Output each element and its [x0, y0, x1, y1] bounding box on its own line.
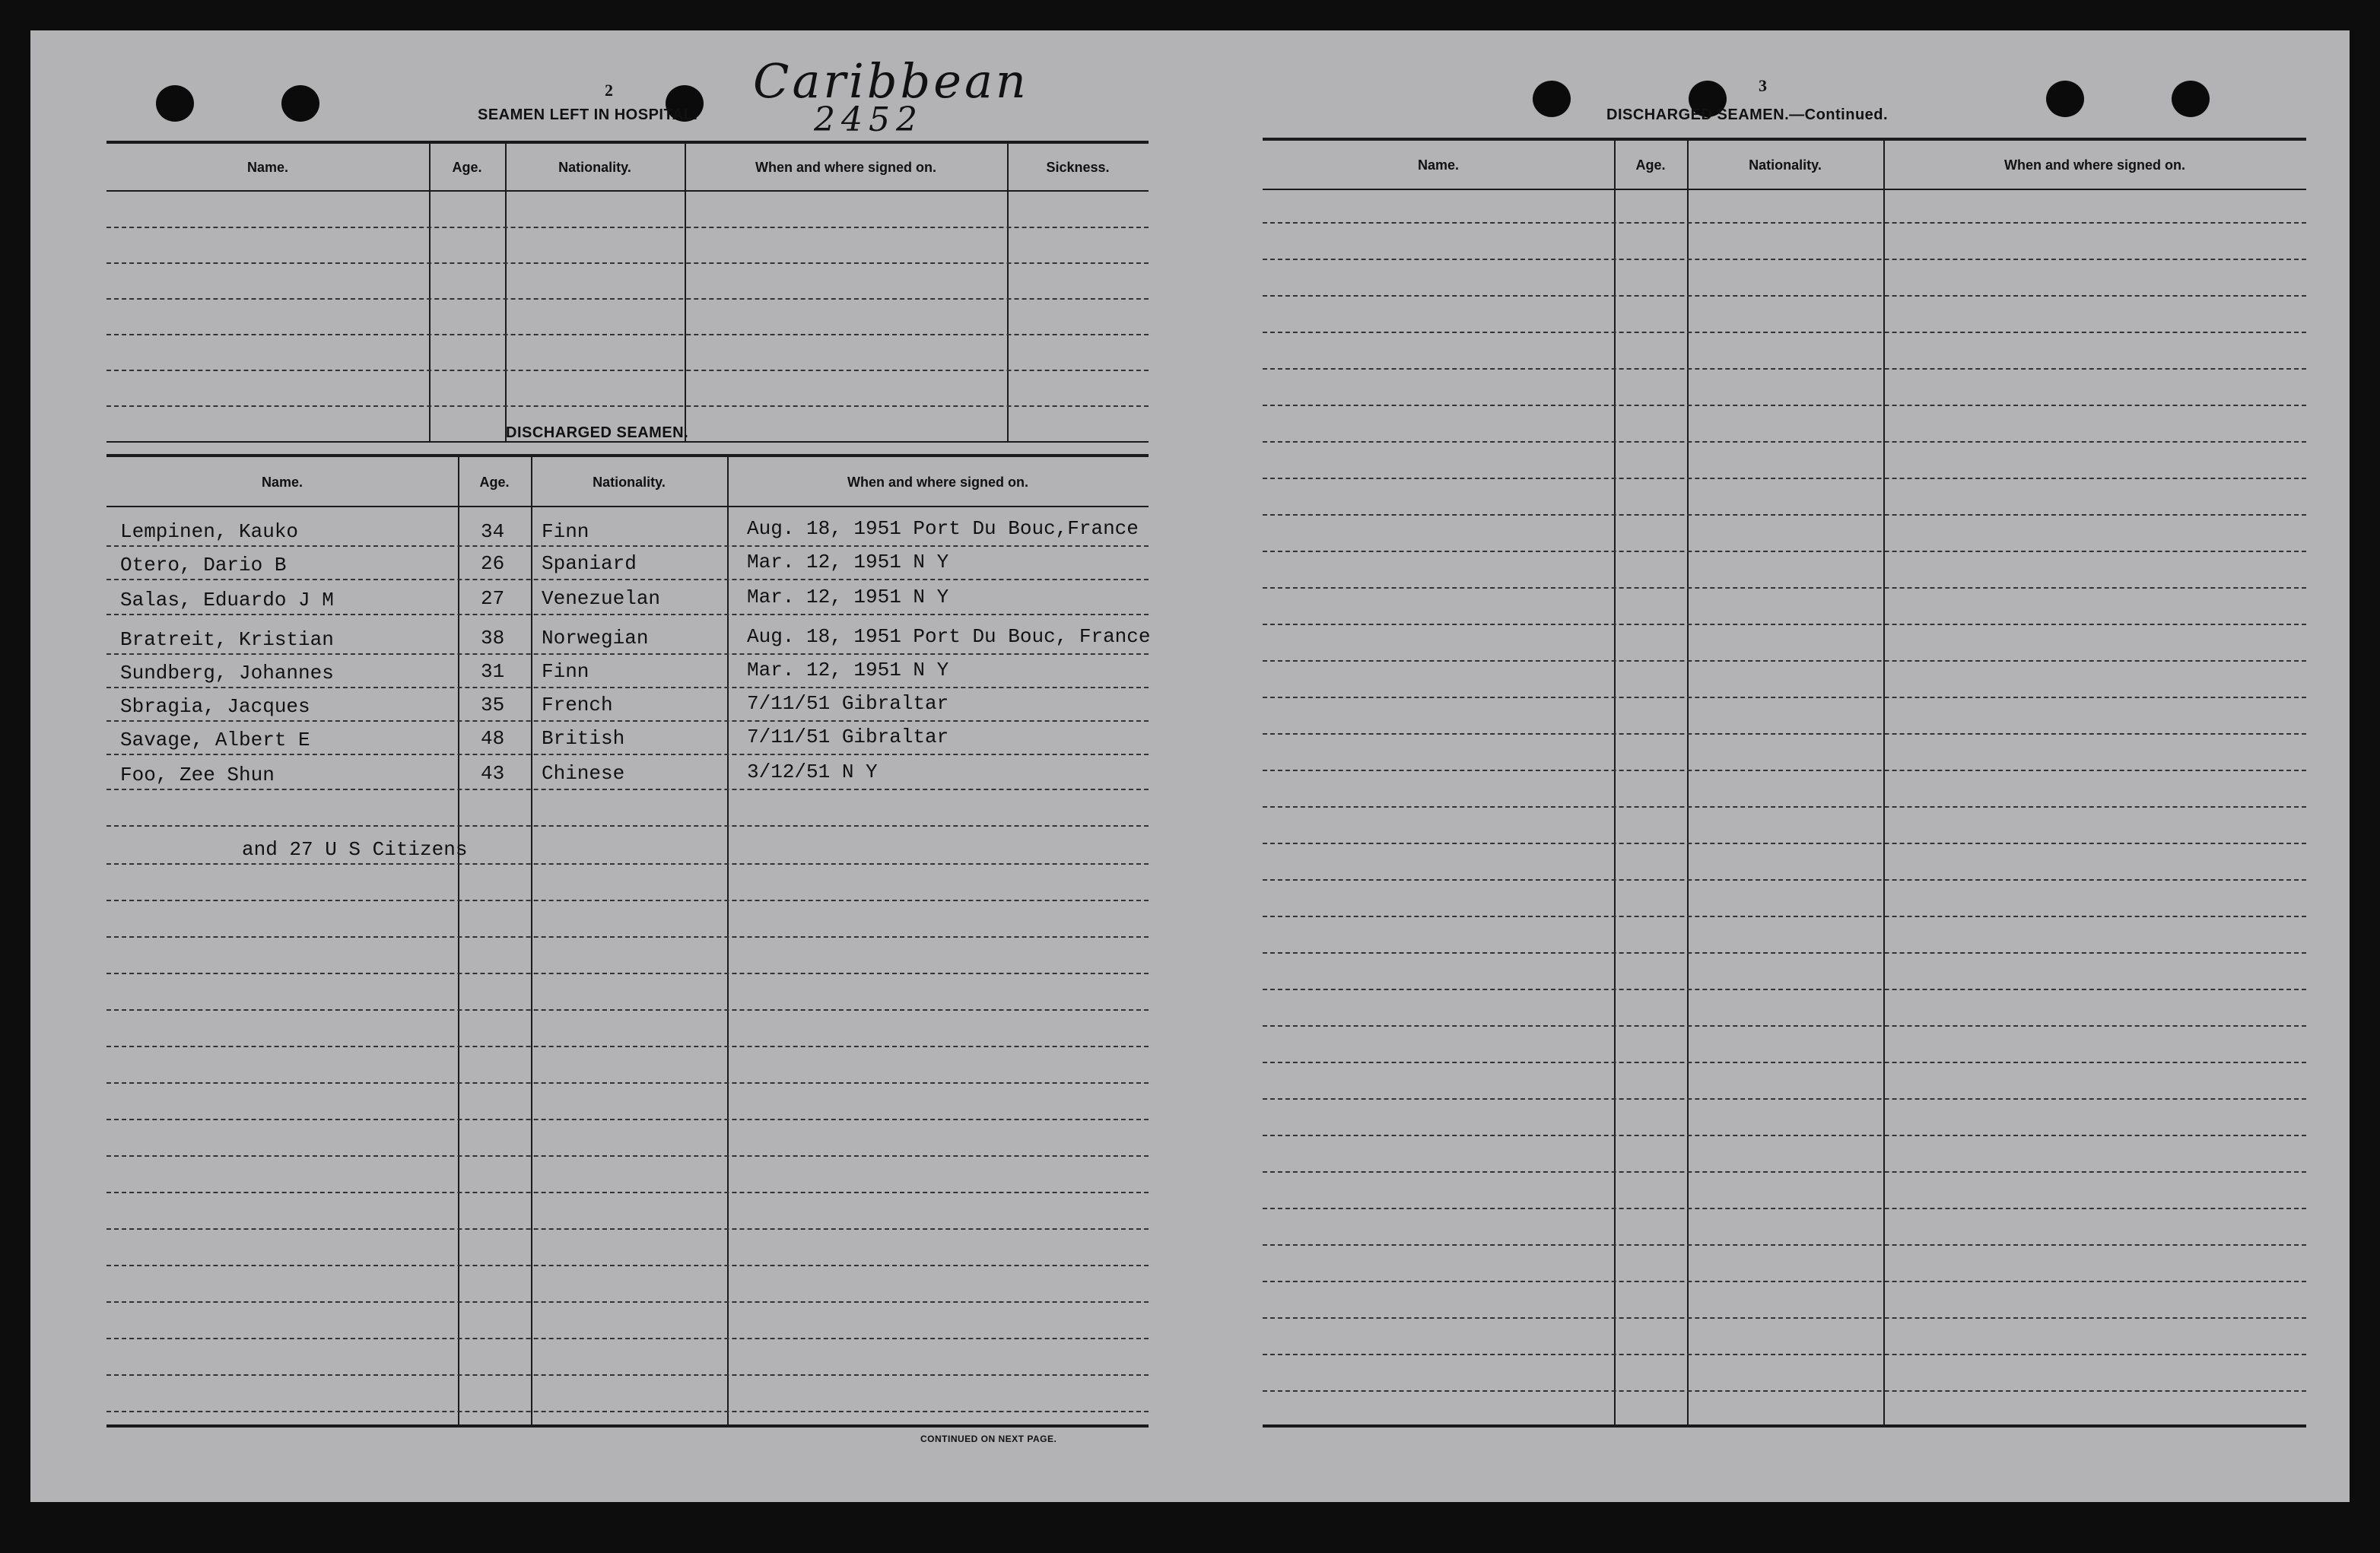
- discharged-header-nationality: Nationality.: [593, 475, 666, 490]
- rule: [106, 1424, 1149, 1428]
- row-line: [1263, 1354, 2306, 1355]
- row-line: [1263, 660, 2306, 662]
- row-line: [106, 825, 1149, 827]
- row-line: [106, 298, 1149, 300]
- hospital-header-nationality: Nationality.: [558, 160, 631, 175]
- seaman-name: Bratreit, Kristian: [120, 628, 334, 651]
- seaman-name: Savage, Albert E: [120, 729, 310, 751]
- row-line: [106, 1301, 1149, 1303]
- seaman-age: 31: [481, 660, 505, 683]
- seaman-signed-on: Aug. 18, 1951 Port Du Bouc, France: [747, 625, 1151, 648]
- hospital-header-sickness: Sickness.: [1046, 160, 1110, 175]
- row-line: [106, 262, 1149, 264]
- seaman-nationality: Venezuelan: [542, 587, 661, 610]
- seaman-signed-on: 7/11/51 Gibraltar: [747, 692, 949, 715]
- seaman-nationality: Chinese: [542, 762, 625, 785]
- column-divider: [1883, 141, 1885, 1426]
- page-number-left: 2: [605, 81, 613, 100]
- row-line: [1263, 222, 2306, 224]
- discharged-header-signed-on: When and where signed on.: [847, 475, 1029, 490]
- row-line: [1263, 1317, 2306, 1319]
- row-line: [1263, 1390, 2306, 1392]
- row-line: [1263, 1062, 2306, 1063]
- row-line: [1263, 1098, 2306, 1100]
- row-line: [106, 334, 1149, 335]
- continued-header-age: Age.: [1635, 157, 1666, 173]
- punch-hole: [1533, 81, 1571, 117]
- seaman-age: 27: [481, 587, 505, 610]
- row-line: [106, 1082, 1149, 1084]
- rule: [1263, 189, 2306, 190]
- seaman-age: 35: [481, 694, 505, 716]
- seaman-age: 43: [481, 762, 505, 785]
- row-line: [1263, 624, 2306, 625]
- hospital-header-signed-on: When and where signed on.: [755, 160, 937, 175]
- row-line: [1263, 514, 2306, 516]
- row-line: [1263, 770, 2306, 771]
- rule: [106, 506, 1149, 507]
- discharged-header-age: Age.: [479, 475, 510, 490]
- seaman-nationality: French: [542, 694, 613, 716]
- row-line: [1263, 405, 2306, 406]
- continued-header-name: Name.: [1417, 157, 1460, 173]
- row-line: [1263, 1281, 2306, 1282]
- seaman-name: Lempinen, Kauko: [120, 520, 299, 543]
- seaman-signed-on: Aug. 18, 1951 Port Du Bouc,France: [747, 517, 1139, 540]
- continued-footer: CONTINUED ON NEXT PAGE.: [920, 1434, 1057, 1444]
- column-divider: [1687, 141, 1689, 1426]
- manifest-sheet: [30, 30, 2350, 1502]
- row-line: [106, 370, 1149, 371]
- row-line: [1263, 295, 2306, 297]
- punch-hole: [156, 85, 194, 122]
- seaman-nationality: Norwegian: [542, 627, 649, 649]
- row-line: [106, 545, 1149, 547]
- discharged-header-name: Name.: [261, 475, 303, 490]
- row-line: [106, 1046, 1149, 1047]
- seaman-signed-on: 7/11/51 Gibraltar: [747, 726, 949, 748]
- seaman-nationality: Spaniard: [542, 552, 637, 575]
- row-line: [1263, 441, 2306, 443]
- seaman-nationality: British: [542, 727, 625, 750]
- hospital-header-age: Age.: [452, 160, 482, 175]
- seaman-name: Salas, Eduardo J M: [120, 589, 334, 611]
- punch-hole: [281, 85, 319, 122]
- column-divider: [531, 456, 532, 1426]
- row-line: [1263, 1208, 2306, 1209]
- seaman-age: 34: [481, 520, 505, 543]
- continued-header-nationality: Nationality.: [1749, 157, 1822, 173]
- column-divider: [1614, 141, 1616, 1426]
- seaman-signed-on: 3/12/51 N Y: [747, 761, 878, 783]
- row-line: [1263, 1135, 2306, 1136]
- row-line: [1263, 843, 2306, 844]
- discharged-section-title: DISCHARGED SEAMEN.: [506, 424, 689, 441]
- row-line: [1263, 879, 2306, 881]
- hospital-section-title: SEAMEN LEFT IN HOSPITAL.: [478, 106, 698, 123]
- row-line: [106, 1228, 1149, 1230]
- row-line: [1263, 587, 2306, 589]
- row-line: [1263, 259, 2306, 260]
- handwritten-number: 2452: [814, 100, 923, 139]
- row-line: [1263, 332, 2306, 333]
- column-divider: [727, 456, 729, 1426]
- row-line: [106, 653, 1149, 655]
- rule: [1263, 1424, 2306, 1428]
- row-line: [1263, 368, 2306, 370]
- row-line: [106, 614, 1149, 615]
- rule: [106, 454, 1149, 457]
- row-line: [106, 227, 1149, 228]
- row-line: [1263, 733, 2306, 735]
- row-line: [1263, 478, 2306, 479]
- row-line: [106, 1374, 1149, 1376]
- row-line: [106, 405, 1149, 407]
- column-divider: [505, 142, 507, 443]
- rule: [106, 190, 1149, 192]
- row-line: [106, 1119, 1149, 1120]
- row-line: [1263, 1244, 2306, 1246]
- row-line: [1263, 952, 2306, 954]
- seaman-age: 26: [481, 552, 505, 575]
- seaman-age: 38: [481, 627, 505, 649]
- row-line: [106, 973, 1149, 974]
- punch-hole: [2172, 81, 2210, 117]
- seaman-signed-on: Mar. 12, 1951 N Y: [747, 551, 949, 573]
- row-line: [1263, 697, 2306, 698]
- row-line: [106, 789, 1149, 790]
- row-line: [106, 754, 1149, 755]
- column-divider: [685, 142, 686, 443]
- seaman-name: Foo, Zee Shun: [120, 764, 275, 786]
- row-line: [1263, 1025, 2306, 1027]
- row-line: [106, 1411, 1149, 1412]
- rule: [106, 141, 1149, 144]
- column-divider: [1007, 142, 1009, 443]
- handwritten-ship-name: Caribbean: [753, 53, 1029, 109]
- discharged-continued-title: DISCHARGED SEAMEN.—Continued.: [1606, 106, 1889, 123]
- row-line: [1263, 1171, 2306, 1173]
- seaman-age: 48: [481, 727, 505, 750]
- hospital-header-name: Name.: [246, 160, 289, 175]
- rule: [1263, 138, 2306, 141]
- row-line: [106, 720, 1149, 722]
- row-line: [1263, 806, 2306, 808]
- row-line: [1263, 989, 2306, 990]
- row-line: [106, 1009, 1149, 1011]
- seaman-name: Sundberg, Johannes: [120, 662, 334, 684]
- seaman-signed-on: Mar. 12, 1951 N Y: [747, 659, 949, 681]
- row-line: [1263, 551, 2306, 552]
- column-divider: [429, 142, 431, 443]
- seaman-signed-on: Mar. 12, 1951 N Y: [747, 586, 949, 608]
- seaman-nationality: Finn: [542, 520, 589, 543]
- row-line: [106, 900, 1149, 901]
- page-number-right: 3: [1759, 76, 1767, 95]
- row-line: [106, 936, 1149, 938]
- citizens-note: and 27 U S Citizens: [242, 838, 468, 861]
- row-line: [106, 687, 1149, 688]
- continued-header-signed-on: When and where signed on.: [2003, 157, 2186, 173]
- column-divider: [458, 456, 459, 1426]
- row-line: [106, 1192, 1149, 1193]
- seaman-nationality: Finn: [542, 660, 589, 683]
- row-line: [106, 863, 1149, 865]
- seaman-name: Sbragia, Jacques: [120, 695, 310, 718]
- row-line: [1263, 916, 2306, 917]
- row-line: [106, 579, 1149, 580]
- seaman-name: Otero, Dario B: [120, 554, 287, 576]
- row-line: [106, 1338, 1149, 1339]
- row-line: [106, 1265, 1149, 1266]
- punch-hole: [2046, 81, 2084, 117]
- row-line: [106, 1155, 1149, 1157]
